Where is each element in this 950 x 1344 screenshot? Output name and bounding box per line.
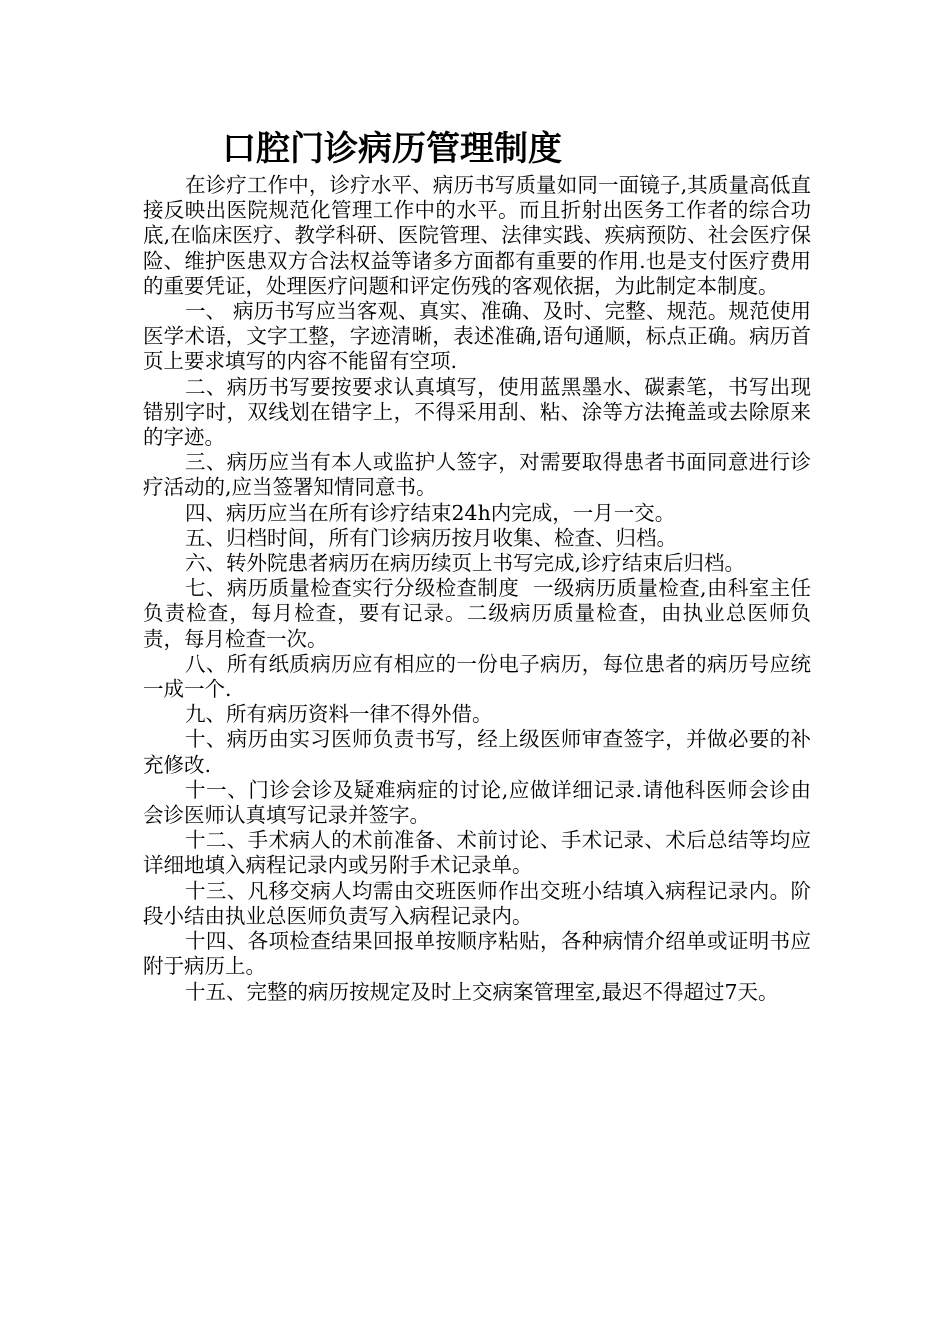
rule-9: 九、所有病历资料一律不得外借。 <box>185 702 493 727</box>
rule-13: 十三、凡移交病人均需由交班医师作出交班小结填入病程记录内。阶段小结由执业总医师负责写入病程记录内。 <box>143 878 811 928</box>
rule-10: 十、病历由实习医师负责书写，经上级医师审查签字，并做必要的补充修改. <box>143 727 811 777</box>
document-body <box>143 173 811 1005</box>
document-title: 口腔门诊病历管理制度 <box>222 129 562 169</box>
rule-3: 三、病历应当有本人或监护人签字，对需要取得患者书面同意进行诊疗活动的,应当签署知情同意书。 <box>143 450 811 500</box>
rule-2: 二、病历书写要按要求认真填写，使用蓝黑墨水、碳素笔，书写出现错别字时，双线划在错字上，不得采用刮、粘、涂等方法掩盖或去除原来的字迹。 <box>143 374 811 450</box>
rule-1: 一、 病历书写应当客观、真实、准确、及时、完整、规范。规范使用医学术语，文字工整，字迹清晰，表述准确,语句通顺，标点正确。病历首页上要求填写的内容不能留有空项. <box>143 299 811 374</box>
rule-5: 五、归档时间，所有门诊病历按月收集、检查、归档。 <box>185 525 677 550</box>
intro-paragraph: 在诊疗工作中，诊疗水平、病历书写质量如同一面镜子,其质量高低直接反映出医院规范化管理工作中的水平。而且折射出医务工作者的综合功底,在临床医疗、教学科研、医院管理、法律实践、疾病预防、社会医疗保险、维护医患双方合法权益等诸多方面都有重要的作用.也是支付医疗费用的重要凭证，处理医疗问题和评定伤残的客观依据，为此制定本制度。 <box>143 173 811 298</box>
rule-8: 八、所有纸质病历应有相应的一份电子病历，每位患者的病历号应统一成一个. <box>143 651 811 702</box>
rule-6: 六、转外院患者病历在病历续页上书写完成,诊疗结束后归档。 <box>185 551 746 576</box>
rule-11: 十一、门诊会诊及疑难病症的讨论,应做详细记录.请他科医师会诊由会诊医师认真填写记录并签字。 <box>143 777 811 828</box>
rule-15: 十五、完整的病历按规定及时上交病案管理室,最迟不得超过7天。 <box>185 979 779 1004</box>
rule-14: 十四、各项检查结果回报单按顺序粘贴，各种病情介绍单或证明书应附于病历上。 <box>143 929 811 979</box>
rule-12: 十二、手术病人的术前准备、术前讨论、手术记录、术后总结等均应详细地填入病程记录内或另附手术记录单。 <box>143 828 811 878</box>
rule-7: 七、病历质量检查实行分级检查制度 一级病历质量检查,由科室主任负责检查，每月检查，要有记录。二级病历质量检查，由执业总医师负责，每月检查一次。 <box>143 576 811 651</box>
rule-4: 四、病历应当在所有诊疗结束24h内完成，一月一交。 <box>185 500 676 525</box>
